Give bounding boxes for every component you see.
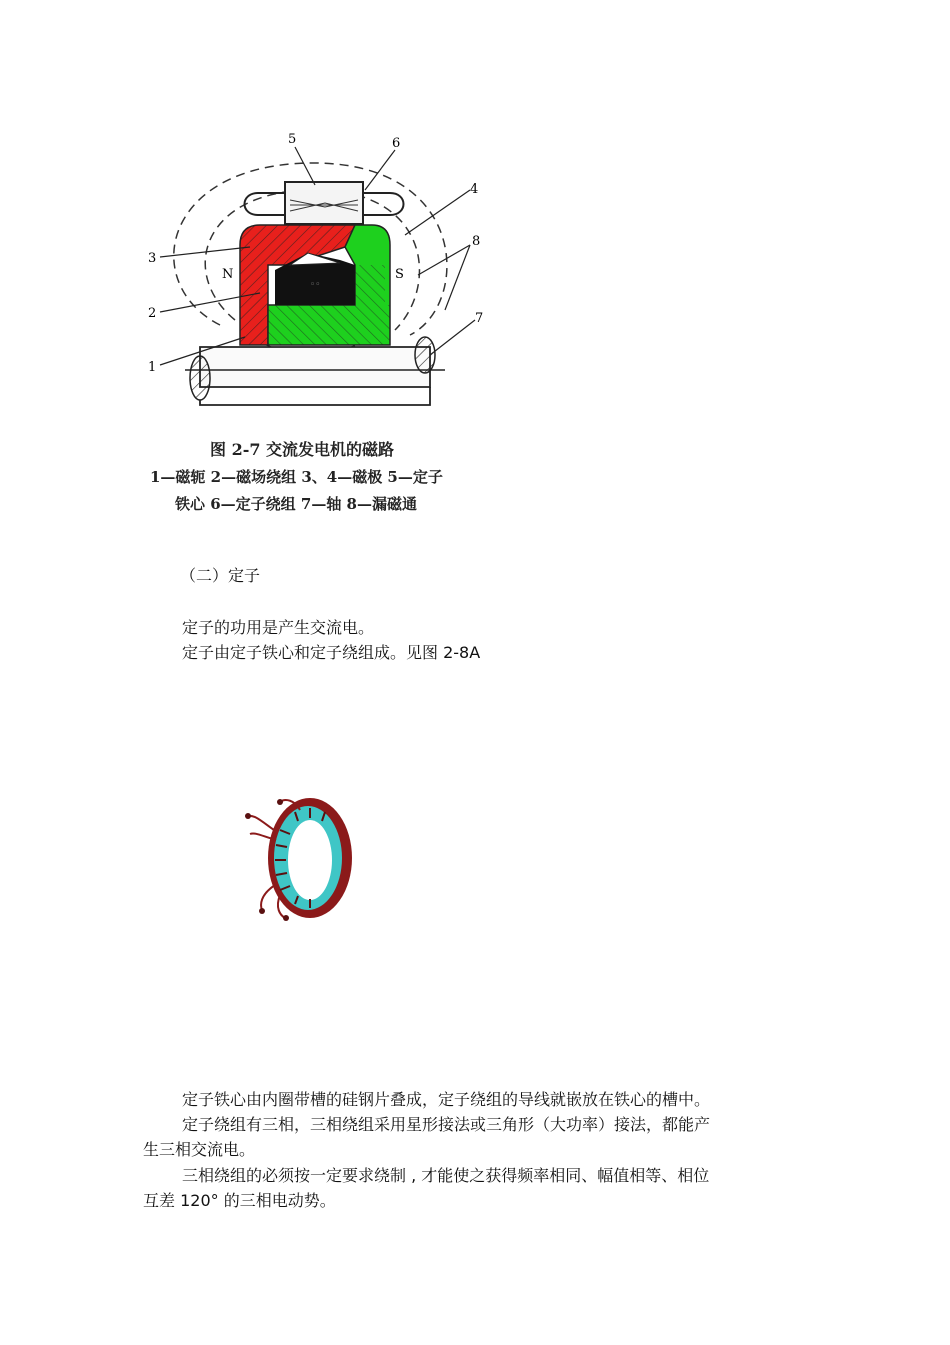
label-5: 5 bbox=[288, 132, 297, 147]
label-3: 3 bbox=[148, 251, 157, 266]
label-6: 6 bbox=[392, 136, 401, 151]
figure-caption-line-1: 1—磁轭 2—磁场绕组 3、4—磁极 5—定子 bbox=[150, 468, 443, 486]
figure-caption-title: 图 2-7 交流发电机的磁路 bbox=[210, 440, 395, 459]
label-4: 4 bbox=[470, 182, 479, 197]
label-1: 1 bbox=[148, 360, 157, 375]
alternator-magnetic-circuit-figure bbox=[140, 125, 500, 425]
paragraph-3: 定子铁心由内圈带槽的硅钢片叠成，定子绕组的导线就嵌放在铁心的槽中。 bbox=[182, 1090, 711, 1109]
paragraph-1: 定子的功用是产生交流电。 bbox=[182, 618, 375, 637]
paragraph-2: 定子由定子铁心和定子绕组成。见图 2-8A bbox=[182, 643, 481, 662]
svg-text:◦◦: ◦◦ bbox=[310, 280, 321, 290]
label-pole-s: S bbox=[395, 267, 404, 282]
label-8: 8 bbox=[472, 234, 481, 249]
label-7: 7 bbox=[475, 311, 484, 326]
label-2: 2 bbox=[148, 306, 157, 321]
label-pole-n: N bbox=[222, 267, 234, 282]
figure-caption-line-2: 铁心 6—定子绕组 7—轴 8—漏磁通 bbox=[175, 495, 417, 513]
shaft bbox=[200, 347, 430, 387]
paragraph-5-line-1: 三相绕组的必须按一定要求绕制 , 才能使之获得频率相同、幅值相等、相位 bbox=[182, 1166, 710, 1185]
paragraph-4-line-2: 生三相交流电。 bbox=[143, 1140, 256, 1159]
section-heading: （二）定子 bbox=[180, 566, 261, 585]
stator-figure bbox=[240, 790, 365, 925]
paragraph-5-line-2: 互差 120° 的三相电动势。 bbox=[143, 1191, 336, 1210]
paragraph-4-line-1: 定子绕组有三相，三相绕组采用星形接法或三角形（大功率）接法，都能产 bbox=[182, 1115, 711, 1134]
